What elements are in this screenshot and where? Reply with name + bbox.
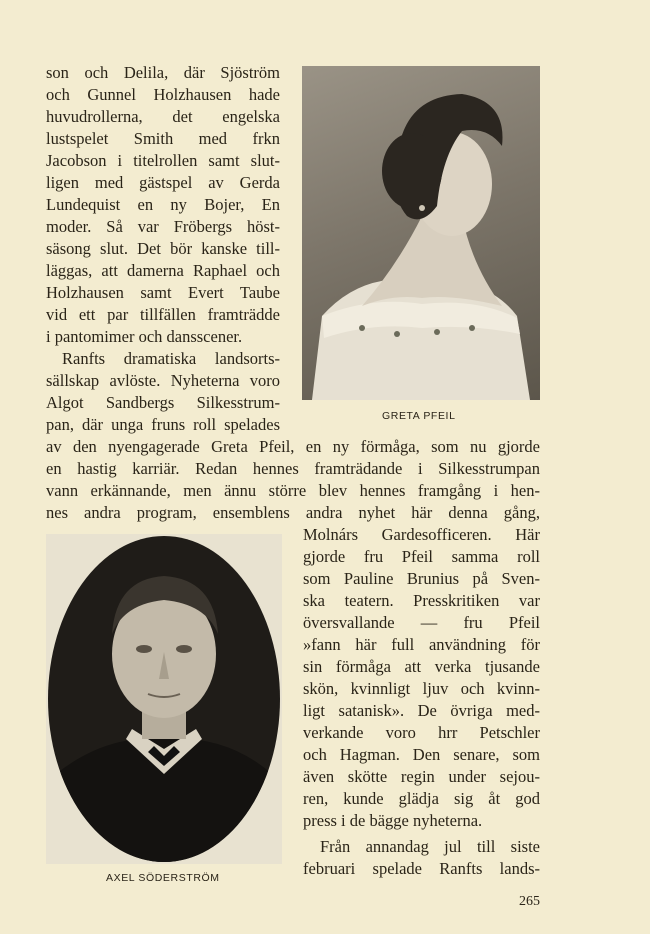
text-line: Lundequist en ny Bojer, En: [46, 195, 280, 214]
text-line: Från annandag jul till siste: [320, 837, 540, 856]
text-line: och Hagman. Den senare, som: [303, 745, 540, 764]
text-line: moder. Så var Fröbergs höst-: [46, 217, 280, 236]
text-line: ligen med gästspel av Gerda: [46, 173, 280, 192]
text-line: lustspelet Smith med frkn: [46, 129, 280, 148]
text-line: »fann här full användning för: [303, 635, 540, 654]
text-line: som Pauline Brunius på Sven-: [303, 569, 540, 588]
text-line: februari spelade Ranfts lands-: [303, 859, 540, 878]
text-line: son och Delila, där Sjöström: [46, 63, 280, 82]
text-line: vid ett par tillfällen framträdde: [46, 305, 280, 324]
text-line: verkande voro hrr Petschler: [303, 723, 540, 742]
text-line: översvallande — fru Pfeil: [303, 613, 540, 632]
text-line: press i de bägge nyheterna.: [303, 811, 483, 830]
text-line: Ranfts dramatiska landsorts-: [62, 349, 280, 368]
text-line: Algot Sandbergs Silkesstrum-: [46, 393, 280, 412]
portrait-illustration: [46, 534, 282, 864]
photo-caption: GRETA PFEIL: [382, 410, 456, 422]
text-line: sin förmåga att verka tjusande: [303, 657, 540, 676]
text-line: av den nyengagerade Greta Pfeil, en ny förmåga, som nu gjorde: [46, 437, 540, 456]
text-line: Jacobson i titelrollen samt slut-: [46, 151, 280, 170]
page-number: 265: [519, 894, 540, 909]
text-line: pan, där unga fruns roll spelades: [46, 415, 280, 434]
text-line: i pantomimer och dansscener.: [46, 327, 243, 346]
text-line: skön, kvinnligt ljuv och kvinn-: [303, 679, 540, 698]
greta-pfeil-photo: [302, 66, 540, 400]
text-line: vann erkännande, men ännu större blev hennes framgång i hen-: [46, 481, 540, 500]
text-line: ren, kunde glädja sig åt god: [303, 789, 540, 808]
text-line: sällskap avlöste. Nyheterna voro: [46, 371, 280, 390]
text-line: en hastig karriär. Redan hennes framträdande i Silkesstrumpan: [46, 459, 540, 478]
text-line: och Gunnel Holzhausen hade: [46, 85, 280, 104]
text-line: ligt satanisk». De övriga med-: [303, 701, 540, 720]
photo-caption: AXEL SÖDERSTRÖM: [106, 872, 220, 884]
text-line: läggas, att damerna Raphael och: [46, 261, 280, 280]
text-line: gjorde fru Pfeil samma roll: [303, 547, 540, 566]
text-line: Molnárs Gardesofficeren. Här: [303, 525, 540, 544]
text-line: Holzhausen samt Evert Taube: [46, 283, 280, 302]
text-line: säsong slut. Det bör kanske till-: [46, 239, 280, 258]
axel-soderstrom-photo: [46, 534, 282, 864]
text-line: ska teatern. Presskritiken var: [303, 591, 540, 610]
text-line: även skötte regin under sejou-: [303, 767, 540, 786]
text-line: nes andra program, ensemblens andra nyhet här denna gång,: [46, 503, 540, 522]
text-line: huvudrollerna, det engelska: [46, 107, 280, 126]
portrait-illustration: [302, 66, 540, 400]
